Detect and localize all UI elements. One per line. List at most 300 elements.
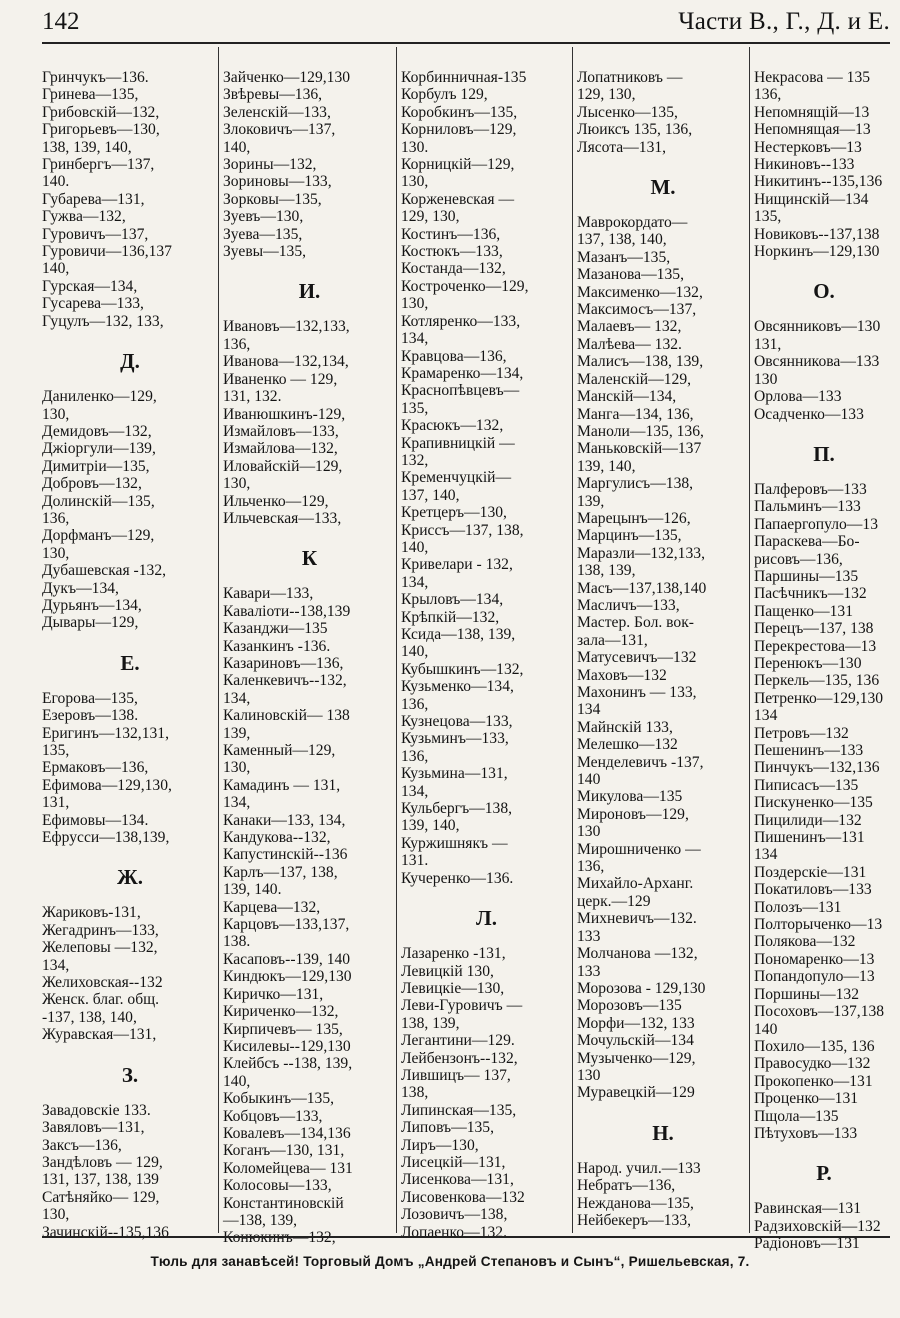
index-entry: Посоховъ—137,138 — [754, 1003, 885, 1021]
index-entry: Малаевъ— 132, — [577, 318, 682, 336]
index-entry: Морозова - 129,130 — [577, 979, 706, 997]
index-entry: Пальминъ—133 — [754, 498, 861, 516]
index-entry: 134 — [577, 701, 601, 719]
index-entry: Киндюкъ—129,130 — [223, 968, 352, 986]
index-entry: Кузнецова—133, — [401, 713, 513, 731]
index-entry: Марцинъ—135, — [577, 527, 682, 545]
index-entry: Казанкинъ -136. — [223, 637, 331, 655]
index-entry: 130, — [223, 475, 251, 493]
index-entry: Заксъ—136, — [42, 1136, 122, 1154]
index-entry: Перекрестова—13 — [754, 637, 877, 655]
index-entry: Народ. учил.—133 — [577, 1159, 701, 1177]
index-entry: 135, — [42, 742, 70, 759]
section-letter: М. — [650, 175, 676, 200]
index-entry: Зориновы—133, — [223, 173, 332, 191]
section-letter: Ж. — [116, 865, 143, 890]
index-entry: Гринчукъ—136. — [42, 69, 149, 86]
index-entry: Казанджи—135 — [223, 620, 328, 638]
index-entry: Корбинничная-135 — [401, 69, 527, 86]
index-entry: Димитріи—135, — [42, 457, 150, 475]
index-entry: Малисъ—138, 139, — [577, 353, 704, 371]
index-entry: Крыловъ—134, — [401, 591, 504, 609]
page-number: 142 — [42, 8, 80, 35]
index-entry: Зачинскій--135,136 — [42, 1223, 169, 1241]
index-entry: Майнскій 133, — [577, 718, 673, 736]
index-entry: Иловайскій—129, — [223, 457, 343, 475]
index-entry: Иванюшкинъ-129, — [223, 405, 346, 423]
index-entry: Ильчевская—133, — [223, 509, 342, 527]
index-entry: Михневичъ—132. — [577, 910, 697, 928]
index-entry: Матусевичъ—132 — [577, 649, 697, 667]
index-entry: Костроченко—129, — [401, 277, 529, 295]
index-entry: Гринбергъ—137, — [42, 156, 155, 174]
index-entry: Коганъ—130, 131, — [223, 1142, 345, 1160]
index-entry: Покатиловъ—133 — [754, 881, 872, 899]
index-entry: Новиковъ--137,138 — [754, 225, 880, 243]
index-entry: рисовъ—136, — [754, 550, 843, 568]
index-entry: Зуева—135, — [223, 225, 303, 243]
index-entry: 133 — [577, 962, 601, 980]
index-entry: 130 — [754, 370, 778, 388]
index-entry: 130 — [577, 1066, 601, 1084]
index-entry: Каменный—129, — [223, 742, 336, 759]
index-entry: Зандѣловъ — 129, — [42, 1153, 163, 1171]
index-entry: 140, — [42, 260, 70, 278]
index-entry: Мироновъ—129, — [577, 805, 689, 823]
index-entry: Пономаренко—13 — [754, 950, 875, 968]
index-entry: Лисенкова—131, — [401, 1171, 514, 1189]
index-entry: Кульбергъ—138, — [401, 800, 513, 818]
index-entry: Похило—135, 136 — [754, 1037, 875, 1055]
index-columns — [38, 47, 894, 1253]
index-entry: 137, 140, — [401, 486, 460, 504]
running-title: Части В., Г., Д. и Е. — [678, 8, 890, 35]
index-entry: Небратъ—136, — [577, 1177, 676, 1195]
index-entry: 139, 140, — [577, 457, 636, 475]
index-entry: Корбулъ 129, — [401, 86, 488, 104]
index-entry: Сатѣняйко— 129, — [42, 1188, 160, 1206]
index-entry: 130, — [42, 1206, 70, 1224]
index-entry: 138, — [401, 1084, 429, 1102]
index-entry: Морозовъ—135 — [577, 997, 682, 1015]
index-entry: Дывары—129, — [42, 614, 139, 632]
index-entry: Конюкинъ—132, — [223, 1229, 336, 1247]
index-entry: 140. — [42, 173, 70, 191]
index-entry: Папаергопуло—13 — [754, 515, 878, 533]
index-entry: Корниловъ—129, — [401, 121, 517, 139]
index-entry: Зеленскій—133, — [223, 103, 331, 121]
index-entry: Краснопѣвцевъ— — [401, 382, 520, 400]
index-entry: Музыченко—129, — [577, 1049, 696, 1067]
index-entry: Непомнящій—13 — [754, 103, 870, 121]
index-entry: Добровъ—132, — [42, 475, 142, 493]
index-entry: Демидовъ—132, — [42, 422, 152, 440]
section-letter: Н. — [652, 1120, 674, 1145]
index-entry: 139, 140, — [401, 817, 460, 835]
index-entry: Еригинъ—132,131, — [42, 724, 169, 742]
index-entry: 130, — [401, 295, 429, 313]
index-entry: Липинская—135, — [401, 1101, 517, 1119]
index-entry: Кузьминъ—133, — [401, 730, 509, 748]
index-entry: Дукъ—134, — [42, 579, 119, 597]
index-entry: Левицкіе—130, — [401, 979, 505, 997]
section-letter: О. — [813, 279, 835, 304]
index-entry: 139, — [223, 724, 251, 742]
index-entry: Гуровичи—136,137 — [42, 243, 172, 261]
index-entry: 131, 137, 138, 139 — [42, 1171, 159, 1189]
section-letter: П. — [813, 441, 835, 466]
index-entry: Киричко—131, — [223, 985, 324, 1003]
index-entry: Правосудко—132 — [754, 1055, 871, 1073]
index-entry: Жегадринъ—133, — [42, 921, 159, 939]
index-entry: 134 — [754, 707, 778, 725]
index-entry: —138, 139, — [223, 1211, 298, 1229]
index-entry: Маврокордато— — [577, 214, 688, 232]
index-entry: Измайлова—132, — [223, 440, 338, 458]
index-entry: Костюкъ—133, — [401, 243, 503, 261]
index-entry: Ксида—138, 139, — [401, 626, 516, 643]
index-entry: Маленскій—129, — [577, 370, 692, 388]
index-entry: Непомнящая—13 — [754, 121, 871, 139]
index-entry: Карцева—132, — [223, 898, 321, 916]
index-entry: Иваненко — 129, — [223, 370, 338, 388]
index-column-5 — [749, 47, 894, 1253]
index-entry: 138, 139, — [401, 1014, 460, 1032]
index-entry: Манскій—134, — [577, 388, 677, 406]
index-entry: Жариковъ-131, — [42, 904, 141, 922]
index-entry: 130. — [401, 138, 429, 156]
index-entry: Касаповъ--139, 140 — [223, 950, 351, 968]
index-entry: Радзиховскій—132 — [754, 1217, 881, 1235]
index-entry: Лопатниковъ — — [577, 69, 683, 86]
index-entry: церк.—129 — [577, 892, 651, 910]
index-entry: Перенюкъ—130 — [754, 654, 862, 672]
index-entry: Кузьменко—134, — [401, 678, 514, 696]
index-entry: Маразли—132,133, — [577, 544, 705, 562]
index-entry: Осадченко—133 — [754, 405, 864, 423]
index-entry: 131. — [401, 852, 429, 870]
index-entry: 136, — [401, 747, 429, 765]
index-entry: Марецынъ—126, — [577, 509, 691, 527]
index-entry: Орлова—133 — [754, 388, 842, 406]
index-entry: Каленкевичъ--132, — [223, 672, 347, 690]
index-entry: Карцовъ—133,137, — [223, 916, 350, 934]
index-entry: Перецъ—137, 138 — [754, 620, 874, 638]
index-entry: 130, — [42, 544, 70, 562]
index-entry: Лившицъ— 137, — [401, 1066, 511, 1084]
index-entry: Женск. благ. общ. — [42, 991, 160, 1009]
index-entry: Лозовичъ—138, — [401, 1206, 508, 1224]
index-entry: Микулова—135 — [577, 788, 683, 806]
index-entry: Куржишнякъ — — [401, 834, 508, 852]
index-entry: Лиръ—130, — [401, 1136, 479, 1154]
index-entry: 139, 140. — [223, 881, 282, 899]
index-entry: 130 — [577, 823, 601, 841]
index-entry: 134, — [401, 573, 429, 591]
index-entry: 140, — [223, 1072, 251, 1090]
index-entry: Лясота—131, — [577, 138, 667, 156]
index-entry: Мастер. Бол. вок- — [577, 614, 694, 632]
index-entry: Крамаренко—134, — [401, 364, 524, 382]
index-entry: Мазанъ—135, — [577, 248, 671, 266]
index-entry: Пешенинъ—133 — [754, 742, 864, 759]
index-entry: Молчанова —132, — [577, 945, 698, 963]
index-entry: Нестерковъ—13 — [754, 138, 862, 156]
index-entry: Лазаренко -131, — [401, 945, 506, 963]
index-entry: Малѣева— 132. — [577, 335, 682, 353]
index-entry: 136, — [754, 86, 782, 104]
index-entry: Завяловъ—131, — [42, 1119, 145, 1137]
index-entry: Ефимовы—134. — [42, 811, 149, 829]
index-entry: 133 — [577, 927, 601, 945]
index-entry: 130, — [401, 173, 429, 191]
index-entry: Пщола—135 — [754, 1107, 839, 1125]
index-entry: Красюкъ—132, — [401, 417, 504, 435]
index-entry: Кобыкинъ—135, — [223, 1090, 335, 1108]
index-entry: Максимосъ—137, — [577, 301, 697, 319]
index-entry: Грибовскій—132, — [42, 103, 160, 121]
index-entry: Кирпичевъ— 135, — [223, 1020, 343, 1038]
index-entry: Равинская—131 — [754, 1200, 861, 1218]
index-entry: 135, — [754, 208, 782, 226]
index-entry: Муравецкій—129 — [577, 1084, 695, 1102]
section-letter: З. — [121, 1062, 139, 1087]
index-entry: Нейбекеръ—133, — [577, 1211, 692, 1229]
index-entry: Кучеренко—136. — [401, 869, 514, 887]
index-entry: Завадовскіе 133. — [42, 1101, 151, 1119]
index-entry: Михайло-Арханг. — [577, 875, 694, 893]
index-entry: 136, — [42, 509, 70, 527]
index-entry: Каваліоти--138,139 — [223, 602, 351, 620]
index-entry: Дубашевская -132, — [42, 562, 167, 580]
index-entry: Нежданова—135, — [577, 1194, 694, 1212]
index-entry: Мазанова—135, — [577, 266, 684, 284]
index-entry: Поршины—132 — [754, 985, 860, 1003]
index-entry: Лисецкій—131, — [401, 1153, 506, 1171]
index-entry: Максименко—132, — [577, 283, 703, 301]
index-entry: Полторыченко—13 — [754, 916, 883, 934]
index-entry: Норкинъ—129,130 — [754, 243, 880, 261]
index-entry: Радіоновъ—131 — [754, 1235, 860, 1253]
index-entry: 135, — [401, 399, 429, 417]
index-entry: Лопаенко—132. — [401, 1223, 507, 1241]
index-entry: 130, — [223, 759, 251, 777]
index-entry: Дурьянъ—134, — [42, 596, 142, 614]
footer-rule — [42, 1236, 890, 1238]
index-entry: Маргулисъ—138, — [577, 475, 694, 493]
index-entry: Костанда—132, — [401, 260, 506, 278]
index-entry: Гринева—135, — [42, 86, 139, 104]
index-entry: Джіоргули—139, — [42, 440, 156, 458]
index-entry: Зуевъ—130, — [223, 208, 304, 226]
index-entry: Пѣтуховъ—133 — [754, 1124, 858, 1142]
index-entry: Маньковскій—137 — [577, 440, 702, 458]
index-entry: Губарева—131, — [42, 190, 145, 208]
index-entry: Коломейцева— 131 — [223, 1159, 353, 1177]
index-column-4 — [572, 47, 749, 1233]
index-entry: Калиновскій— 138 — [223, 707, 350, 725]
index-entry: Гурская—134, — [42, 277, 138, 295]
index-entry: Даниленко—129, — [42, 388, 157, 406]
index-entry: 138, 139, 140, — [42, 138, 132, 156]
index-entry: 131, — [754, 335, 782, 353]
index-entry: 140 — [754, 1020, 778, 1038]
index-entry: Крѣпкій—132, — [401, 608, 500, 626]
section-letter: Е. — [120, 650, 140, 675]
index-entry: Звѣревы—136, — [223, 86, 323, 104]
index-entry: Костинъ—136, — [401, 225, 501, 243]
section-letter: К — [301, 546, 318, 571]
index-entry: Корницкій—129, — [401, 156, 515, 174]
index-entry: Желиховская--132 — [42, 974, 163, 992]
index-entry: Желеповы —132, — [42, 939, 158, 957]
index-entry: Гусарева—133, — [42, 295, 144, 313]
index-entry: 129, 130, — [401, 208, 460, 226]
index-entry: Казариновъ—136, — [223, 654, 344, 672]
index-entry: Кременчуцкій— — [401, 469, 512, 487]
index-entry: Прокопенко—131 — [754, 1072, 873, 1090]
index-entry: Некрасова — 135 — [754, 69, 871, 86]
index-entry: Маноли—135, 136, — [577, 422, 704, 440]
index-entry: Кавари—133, — [223, 585, 314, 603]
index-entry: 134 — [754, 846, 778, 864]
index-entry: Кисилевы--129,130 — [223, 1037, 351, 1055]
index-entry: Камадинъ — 131, — [223, 776, 341, 794]
index-entry: Иванова—132,134, — [223, 353, 349, 371]
index-entry: Гужва—132, — [42, 208, 126, 226]
index-entry: Константиновскій — [223, 1194, 344, 1212]
index-entry: 132, — [401, 451, 429, 469]
index-entry: Мелешко—132 — [577, 736, 678, 754]
index-entry: Езеровъ—138. — [42, 707, 139, 725]
index-entry: Зорковы—135, — [223, 190, 322, 208]
index-entry: 134, — [223, 794, 251, 812]
index-entry: Мирошниченко — — [577, 840, 701, 858]
index-entry: Егорова—135, — [42, 689, 138, 707]
index-entry: 140, — [401, 538, 429, 556]
index-entry: 136, — [223, 335, 251, 353]
index-entry: Колосовы—133, — [223, 1177, 332, 1195]
index-entry: Кривелари - 132, — [401, 556, 513, 574]
index-entry: Мочульскій—134 — [577, 1032, 694, 1050]
index-entry: 131, 132. — [223, 388, 282, 406]
index-entry: Ефимова—129,130, — [42, 776, 172, 794]
footer-advertisement: Тюль для занавѣсей! Торговый Домъ „Андрей Степановъ и Сынъ“, Ришельевская, 7. — [150, 1254, 750, 1269]
index-entry: Масличъ—133, — [577, 596, 680, 614]
index-entry: Паршины—135 — [754, 567, 859, 585]
index-entry: Журавская—131, — [42, 1026, 157, 1044]
index-entry: Ивановъ—132,133, — [223, 318, 350, 336]
index-entry: Пасѣчникъ—132 — [754, 585, 867, 603]
index-entry: Ермаковъ—136, — [42, 759, 149, 777]
index-entry: 134, — [223, 689, 251, 707]
index-entry: Легантини—129. — [401, 1032, 515, 1050]
index-entry: Котляренко—133, — [401, 312, 521, 330]
index-entry: Ильченко—129, — [223, 492, 329, 510]
index-entry: 131, — [42, 794, 70, 812]
index-entry: Измайловъ—133, — [223, 422, 339, 440]
index-entry: Коробкинъ—135, — [401, 103, 518, 121]
index-entry: 140 — [577, 771, 601, 789]
section-letter: Д. — [120, 349, 140, 374]
index-entry: Левицкій 130, — [401, 962, 494, 980]
index-entry: Зуевы—135, — [223, 243, 307, 261]
index-entry: Овсянникова—133 — [754, 353, 880, 371]
index-entry: Григорьевъ—130, — [42, 121, 160, 139]
index-entry: Кубышкинъ—132, — [401, 660, 524, 678]
index-entry: 130, — [42, 405, 70, 423]
index-entry: Клейбсъ --138, 139, — [223, 1055, 353, 1073]
index-entry: Пишенинъ—131 — [754, 829, 865, 847]
index-entry: Полякова—132 — [754, 933, 856, 951]
page-header — [42, 8, 890, 38]
index-entry: Крапивницкій — — [401, 434, 515, 452]
index-entry: Пинчукъ—132,136 — [754, 759, 880, 777]
index-entry: Пиписасъ—135 — [754, 776, 859, 794]
index-column-1 — [38, 47, 218, 1241]
index-entry: Гуцулъ—132, 133, — [42, 312, 164, 330]
index-entry: Манга—134, 136, — [577, 405, 694, 423]
index-entry: Люиксъ 135, 136, — [577, 121, 693, 139]
index-entry: Дорфманъ—129, — [42, 527, 155, 545]
index-entry: Пискуненко—135 — [754, 794, 873, 812]
index-entry: Овсянниковъ—130 — [754, 318, 881, 336]
header-rule — [42, 42, 890, 44]
index-entry: 137, 138, 140, — [577, 231, 667, 249]
index-entry: Лисовенкова—132 — [401, 1188, 525, 1206]
index-entry: Криссъ—137, 138, — [401, 521, 524, 539]
index-entry: 138. — [223, 933, 251, 951]
index-column-2 — [218, 47, 396, 1247]
index-entry: Нищинскій—134 — [754, 190, 869, 208]
index-entry: Никитинъ--135,136 — [754, 173, 883, 191]
index-entry: Канаки—133, 134, — [223, 811, 346, 829]
index-entry: Масъ—137,138,140 — [577, 579, 707, 597]
index-entry: Поздерскіе—131 — [754, 863, 867, 881]
index-column-3 — [396, 47, 572, 1241]
section-letter: И. — [298, 279, 321, 304]
index-entry: Гуровичъ—137, — [42, 225, 149, 243]
index-entry: Махонинъ — 133, — [577, 684, 697, 701]
index-entry: Злоковичъ—137, — [223, 121, 336, 139]
section-letter: Р. — [816, 1161, 832, 1186]
index-entry: Капустинскій--136 — [223, 846, 348, 864]
index-entry: Морфи—132, 133 — [577, 1014, 695, 1032]
index-entry: Маховъ—132 — [577, 666, 667, 684]
index-entry: 140, — [401, 643, 429, 661]
section-letter: Л. — [476, 906, 497, 931]
index-entry: Ковалевъ—134,136 — [223, 1124, 351, 1142]
index-entry: Петренко—129,130 — [754, 689, 884, 707]
index-entry: Лысенко—135, — [577, 103, 678, 121]
index-entry: 138, 139, — [577, 562, 636, 580]
index-entry: Менделевичъ -137, — [577, 753, 704, 771]
index-entry: 134, — [42, 956, 70, 974]
index-entry: 140, — [223, 138, 251, 156]
index-entry: Перкель—135, 136 — [754, 672, 880, 690]
index-entry: Ефрусси—138,139, — [42, 829, 170, 847]
index-entry: Лейбензонъ--132, — [401, 1049, 518, 1067]
index-entry: Петровъ—132 — [754, 724, 849, 742]
index-entry: 134, — [401, 782, 429, 800]
index-entry: -137, 138, 140, — [42, 1008, 137, 1026]
index-entry: Кузьмина—131, — [401, 765, 508, 783]
index-entry: Кобцовъ—133, — [223, 1107, 323, 1125]
index-entry: Пицилиди—132 — [754, 811, 862, 829]
index-entry: 139, — [577, 492, 605, 510]
index-entry: Никиновъ--133 — [754, 156, 855, 174]
index-entry: Зайченко—129,130 — [223, 69, 351, 86]
